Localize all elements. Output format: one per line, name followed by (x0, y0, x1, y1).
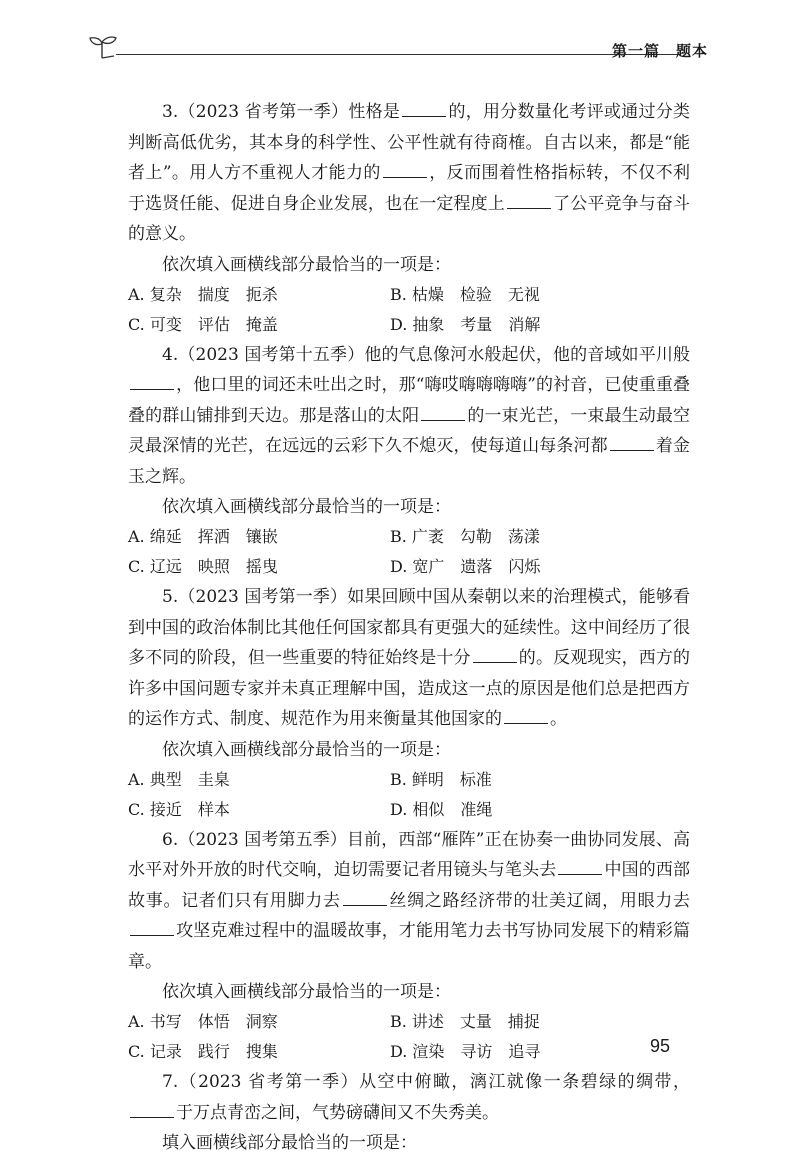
question-stem: 3.（2023 省考第一季）性格是 的，用分数量化考评或通过分类判断高低优劣，其本身的科学性、公平性就有待商榷。自古以来，都是“能者上”。用人方不重视人才能力的 ，反而围着性格指标转，不仅不利于选贤任能、促进自身企业发展，也在一定程度上 了公平竞争与奋斗的意义。 (128, 102, 691, 244)
fill-blank (558, 860, 602, 875)
question-stem: 4.（2023 国考第十五季）他的气息像河水般起伏，他的音域如平川般，他口里的词还未吐出之时，那“嗨哎嗨嗨嗨嗨”的衬音，已使重重叠叠的群山铺排到天边。那是落山的太阳 的一束光芒，一束最生动最空灵最深情的光芒，在远远的云彩下久不熄灭，使每道山每条河都 着金玉之辉。 (128, 344, 691, 487)
fill-blank (130, 375, 174, 390)
question-stem: 6.（2023 国考第五季）目前，西部“雁阵”正在协奏一曲协同发展、高水平对外开放的时代交响，迫切需要记者用镜头与笔头去 中国的西部故事。记者们只有用脚力去 丝绸之路经济带的壮美辽阔，用眼力去攻坚克难过程中的温暖故事，才能用笔力去书写协同发展下的精彩篇章。 (128, 829, 691, 972)
header-rule (116, 54, 681, 55)
option-b: B. 鲜明 标准 (390, 769, 492, 789)
option-c: C. 辽远 映照 摇曳 (128, 557, 278, 576)
option-d: D. 渲染 寻访 追寻 (390, 1042, 541, 1061)
fill-blank (473, 648, 517, 663)
option-c: C. 接近 样本 (128, 799, 230, 819)
option-a: A. 书写 体悟 洞察 (128, 1012, 278, 1031)
question-stem: 5.（2023 国考第一季）如果回顾中国从秦朝以来的治理模式，能够看到中国的政治体制比其他任何国家都具有更强大的延续性。这中间经历了很多不同的阶段，但一些重要的特征始终是十分 的。反观现实，西方的许多中国问题专家并未真正理解中国，造成这一点的原因是他们总是把西方的运作方式、制度、规范作为用来衡量其他国家的 。 (128, 587, 691, 729)
option-b: B. 广袤 勾勒 荡漾 (390, 527, 540, 546)
option-a: A. 绵延 挥洒 镶嵌 (128, 527, 278, 546)
option-list (128, 280, 690, 340)
section-title: 第一篇 题本 (611, 42, 708, 60)
fill-blank (383, 163, 427, 178)
question-prompt: 依次填入画横线部分最恰当的一项是： (162, 497, 451, 517)
option-a: A. 复杂 揣度 扼杀 (128, 284, 278, 304)
question-prompt: 依次填入画横线部分最恰当的一项是： (162, 982, 451, 1002)
option-b: B. 枯燥 检验 无视 (390, 284, 540, 304)
page-number: 95 (650, 1036, 671, 1056)
option-c: C. 可变 评估 掩盖 (128, 314, 278, 334)
fill-blank (402, 102, 446, 117)
question-prompt: 依次填入画横线部分最恰当的一项是： (162, 739, 451, 760)
fill-blank (421, 406, 465, 421)
fill-blank (130, 1103, 174, 1118)
fill-blank (507, 194, 551, 209)
sprout-icon (88, 34, 118, 60)
option-list (128, 522, 690, 582)
option-a: A. 典型 圭臬 (128, 769, 230, 789)
option-b: B. 讲述 丈量 捕捉 (390, 1012, 540, 1031)
option-c: C. 记录 践行 搜集 (128, 1042, 278, 1061)
question-prompt: 填入画横线部分最恰当的一项是： (162, 1133, 417, 1153)
fill-blank (130, 921, 174, 936)
question-list (128, 97, 690, 1158)
option-d: D. 相似 准绳 (390, 799, 493, 819)
fill-blank (343, 891, 387, 906)
fill-blank (610, 436, 654, 451)
option-d: D. 抽象 考量 消解 (390, 314, 541, 334)
question-stem: 7.（2023 省考第一季）从空中俯瞰，漓江就像一条碧绿的绸带，于万点青峦之间，气势磅礴间又不失秀美。 (128, 1067, 690, 1128)
option-list (128, 765, 690, 825)
option-d: D. 宽广 遗落 闪烁 (390, 557, 541, 576)
fill-blank (504, 709, 548, 724)
page-header (88, 32, 708, 62)
option-list (128, 1007, 690, 1067)
question-prompt: 依次填入画横线部分最恰当的一项是： (162, 254, 451, 275)
